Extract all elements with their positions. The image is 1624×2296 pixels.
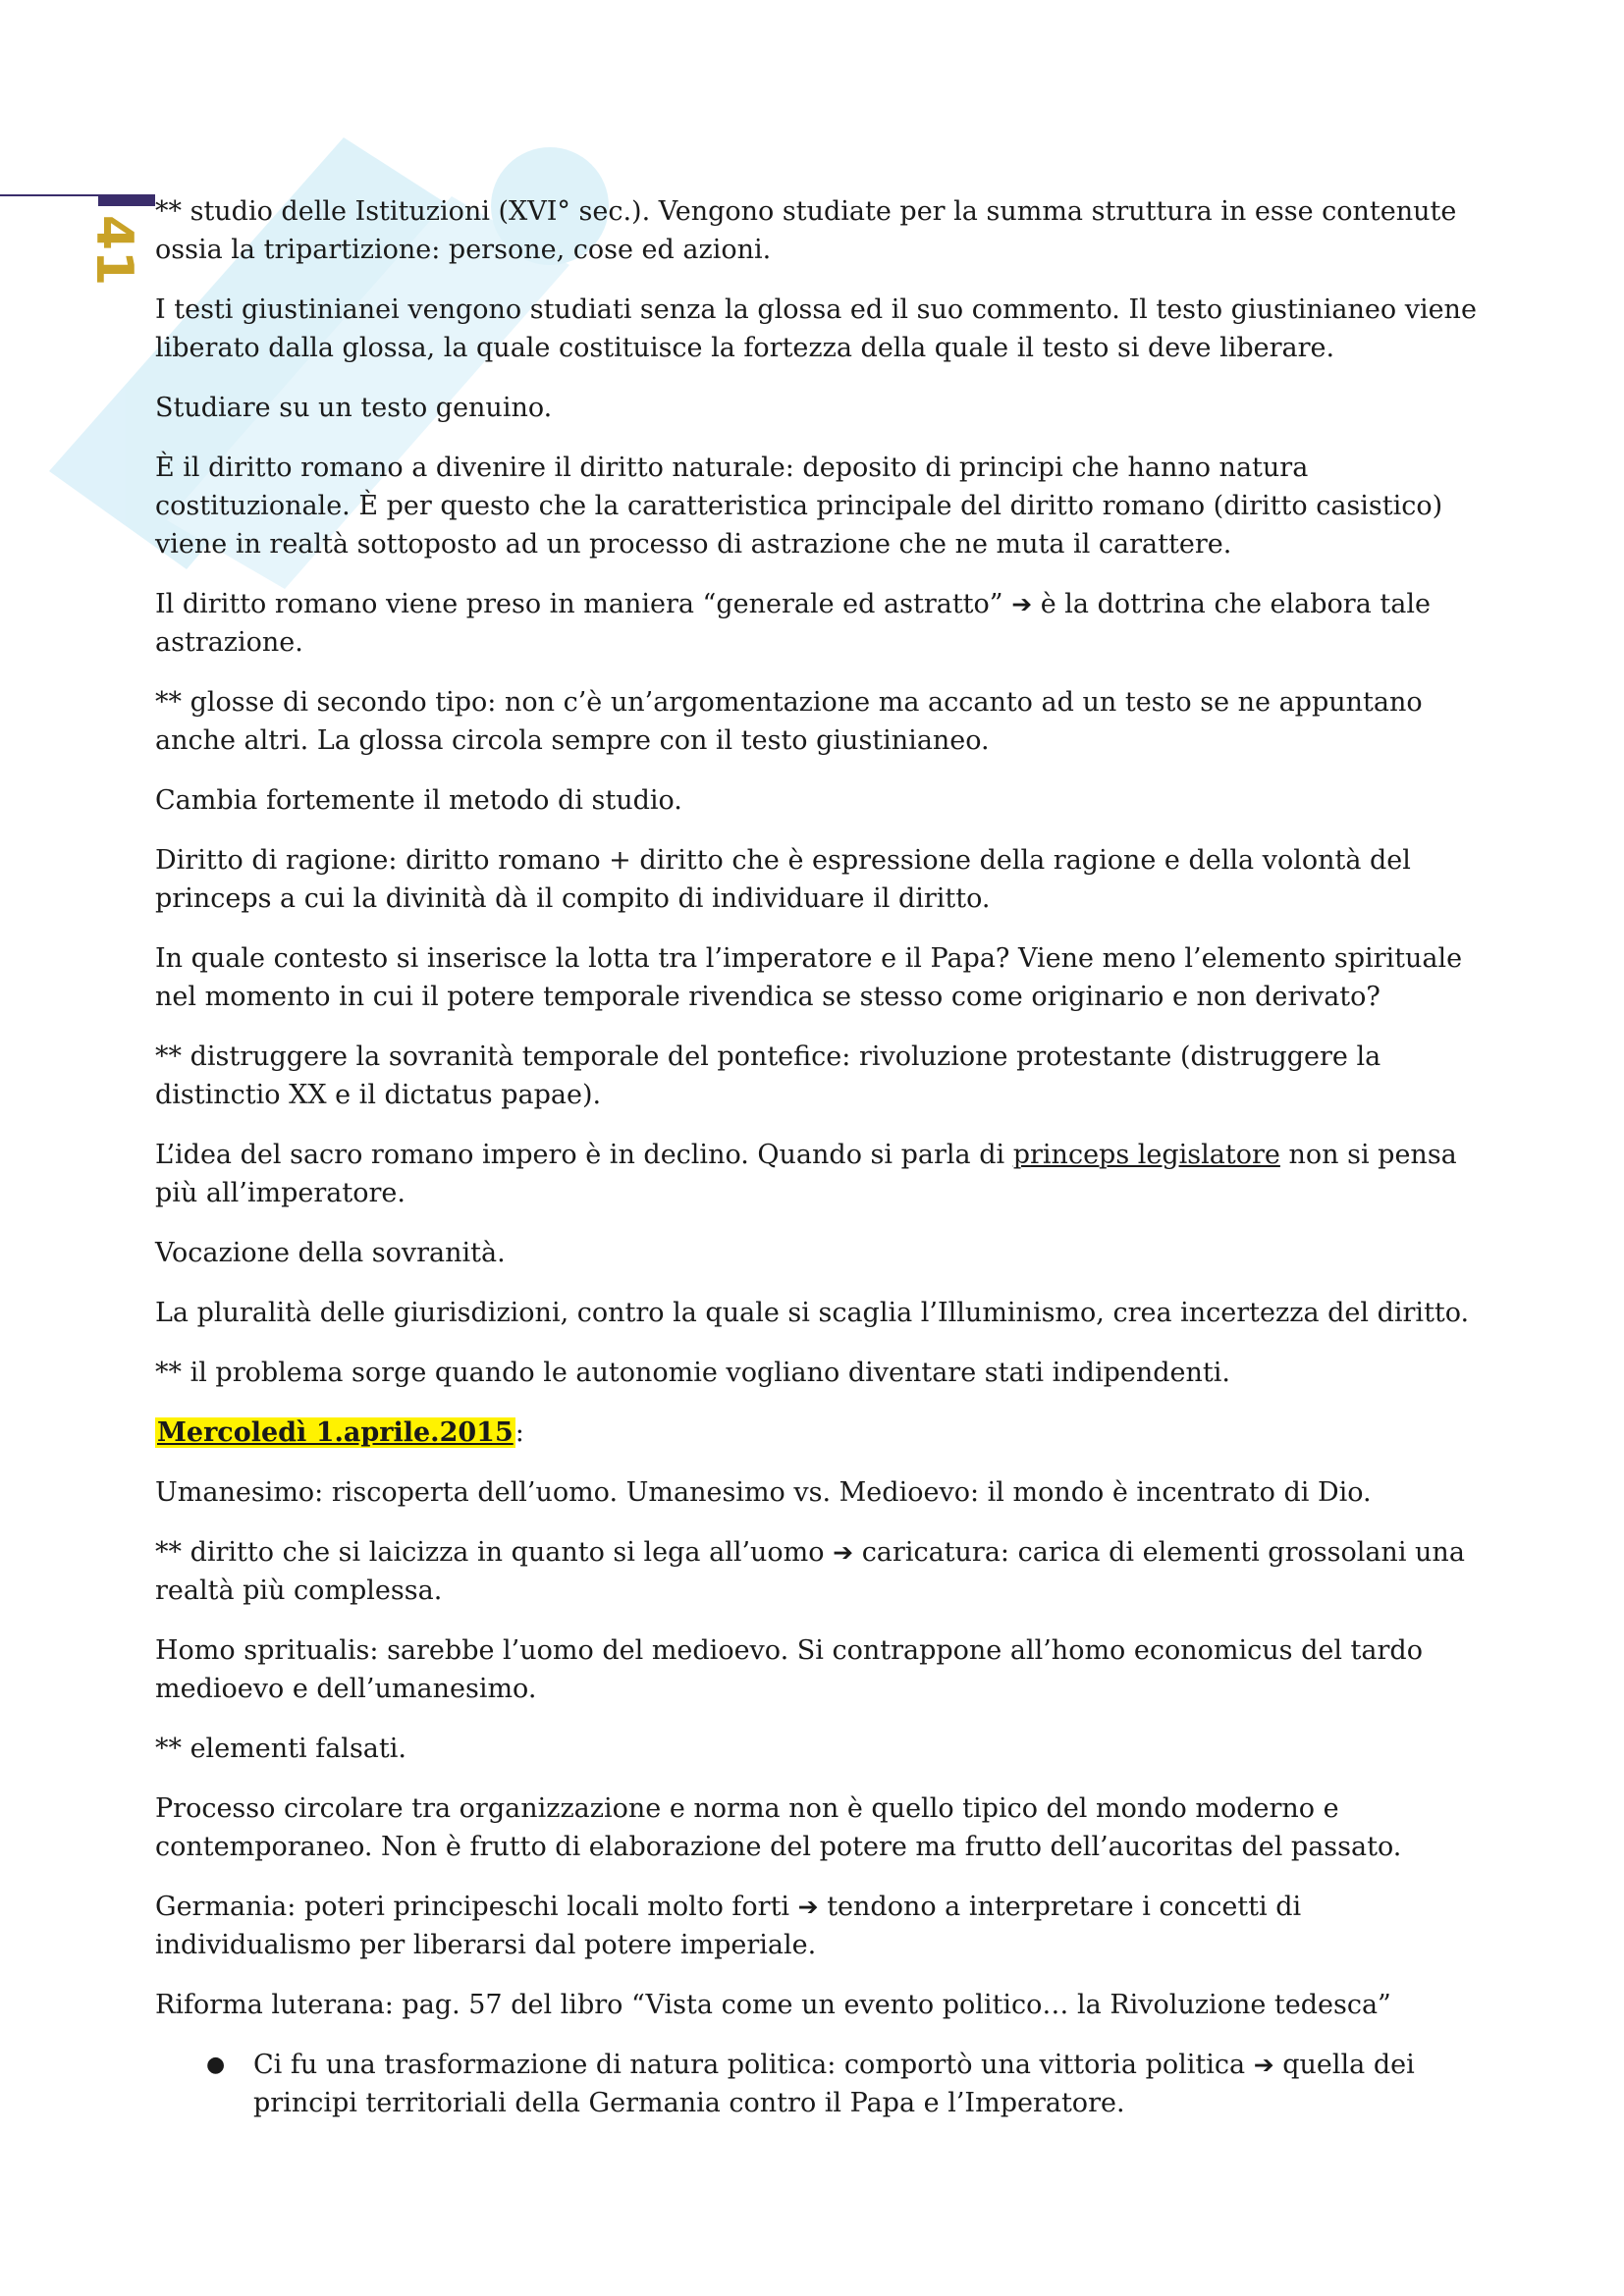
paragraph: ** elementi falsati. (155, 1734, 406, 1764)
paragraph: Umanesimo: riscoperta dell’uomo. Umanesimo vs. Medioevo: il mondo è incentrato di Dio. (155, 1477, 1372, 1508)
paragraph: Processo circolare tra organizzazione e norma non è quello tipico del mondo moderno e contemporaneo. Non è frutto di elaborazione del potere ma frutto dell’aucoritas del passato. (155, 1793, 1402, 1862)
page-number: 41 (84, 214, 143, 287)
date-heading: Mercoledì 1.aprile.2015 (157, 1417, 514, 1448)
arrow-right-icon: ➔ (1011, 590, 1033, 618)
text: non si pensa più all’imperatore. (155, 1140, 1457, 1208)
text: : (514, 1417, 524, 1448)
arrow-right-icon: ➔ (797, 1893, 819, 1921)
header-rule-tab (98, 194, 155, 206)
text: tendono a interpretare i concetti di individualismo per liberarsi dal potere imperiale. (155, 1892, 1302, 1960)
paragraph: Cambia fortemente il metodo di studio. (155, 785, 682, 816)
arrow-right-icon: ➔ (833, 1538, 854, 1567)
paragraph: Studiare su un testo genuino. (155, 393, 553, 423)
paragraph: È il diritto romano a divenire il diritto naturale: deposito di principi che hanno natura costituzionale. È per questo che la caratteristica principale del diritto romano (diritto casistico) viene in realtà sottoposto ad un processo di astrazione che ne muta il carattere. (155, 453, 1443, 560)
underlined-term: princeps legislatore (1012, 1140, 1280, 1170)
text: Il diritto romano viene preso in maniera “generale ed astratto” (155, 589, 1003, 619)
paragraph (155, 585, 1487, 662)
text: quella dei principi territoriali della Germania contro il Papa e l’Imperatore. (253, 2050, 1415, 2118)
paragraph: In quale contesto si inserisce la lotta tra l’imperatore e il Papa? Viene meno l’elemento spirituale nel momento in cui il potere temporale rivendica se stesso come originario e non derivato? (155, 943, 1463, 1012)
text: è la dottrina che elabora tale astrazione. (155, 589, 1431, 658)
paragraph: ** distruggere la sovranità temporale del pontefice: rivoluzione protestante (distruggere la distinctio XX e il dictatus papae). (155, 1041, 1381, 1110)
list-item (155, 2046, 1487, 2122)
paragraph: I testi giustinianei vengono studiati senza la glossa ed il suo commento. Il testo giustinianeo viene liberato dalla glossa, la quale costituisce la fortezza della quale il testo si deve liberare. (155, 294, 1477, 363)
paragraph: ** il problema sorge quando le autonomie vogliano diventare stati indipendenti. (155, 1358, 1230, 1388)
text: L’idea del sacro romano impero è in declino. Quando si parla di (155, 1140, 1005, 1170)
arrow-right-icon: ➔ (1253, 2051, 1274, 2079)
date-heading-line (155, 1414, 1487, 1452)
text: ** diritto che si laicizza in quanto si lega all’uomo (155, 1537, 825, 1568)
paragraph (155, 1136, 1487, 1212)
paragraph (155, 1888, 1487, 1964)
paragraph: ** glosse di secondo tipo: non c’è un’argomentazione ma accanto ad un testo se ne appuntano anche altri. La glossa circola sempre con il testo giustinianeo. (155, 687, 1423, 756)
document-body (155, 192, 1487, 2122)
paragraph: ** studio delle Istituzioni (XVI° sec.). Vengono studiate per la summa struttura in esse contenute ossia la tripartizione: persone, cose ed azioni. (155, 196, 1457, 265)
text: Germania: poteri principeschi locali molto forti (155, 1892, 790, 1922)
paragraph: La pluralità delle giurisdizioni, contro la quale si scaglia l’Illuminismo, crea incertezza del diritto. (155, 1298, 1470, 1328)
text: caricatura: carica di elementi grossolani una realtà più complessa. (155, 1537, 1465, 1606)
paragraph: Riforma luterana: pag. 57 del libro “Vista come un evento politico… la Rivoluzione tedesca” (155, 1990, 1391, 2020)
bullet-list (155, 2046, 1487, 2122)
paragraph: Vocazione della sovranità. (155, 1238, 506, 1268)
paragraph: Diritto di ragione: diritto romano + diritto che è espressione della ragione e della volontà del princeps a cui la divinità dà il compito di individuare il diritto. (155, 845, 1411, 914)
text: Ci fu una trasformazione di natura politica: comportò una vittoria politica (253, 2050, 1246, 2080)
bullet-icon: ● (206, 2053, 226, 2077)
paragraph (155, 1533, 1487, 1610)
paragraph: Homo spritualis: sarebbe l’uomo del medioevo. Si contrappone all’homo economicus del tardo medioevo e dell’umanesimo. (155, 1635, 1423, 1704)
